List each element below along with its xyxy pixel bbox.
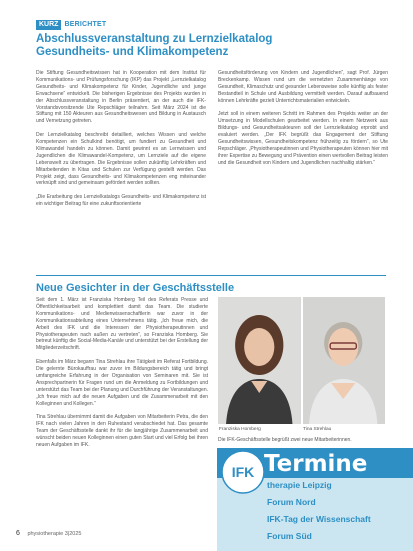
article1-title (36, 33, 376, 59)
publication-name: physiotherapie 3|2025 (27, 531, 82, 537)
article1-paragraph: Jetzt soll in einem weiteren Schritt im Rahmen des Projekts weiter an der Umsetzung in Modellschulen gearbeitet werden. In einem Netzwerk aus Bildungs- und Gesundheitsakteuren soll der Lernzielkatalog erprobt und evaluiert werden. „Der IFK begrüßt das Engagement der Stiftung Gesundheitswissen, Gesundheitskompetenz frühzeitig zu fördern“, so Ute Repschläger. „Physiotherapeutinnen und Physiotherapeuten können hier mit ihrer Expertise zu Bewegung und Prävention einen wertvollen Beitrag leisten und die Gesundheit von Kindern und Jugendlichen nachhaltig stärken.“ (218, 111, 388, 166)
article1-title-line2: Gesundheits- und Klimakompetenz (36, 46, 229, 58)
article1-paragraph: Die Stiftung Gesundheitswissen hat in Kooperation mit dem Institut für Kommunikations- und Prüfungsforschung (IKP) das Projekt „Lernzielkatalog Gesundheits- und Klimakompetenz für Kinder, Jugendliche und junge Erwachsene“ entwickelt. Die bisherigen Ergebnisse des Projekts wurden in der Abschlussveranstaltung in Berlin präsentiert, an der auch die IFK-Vorstandsvorsitzende Ute Repschläger teilnahm. Seit März 2024 ist die Stiftung mit 150 Akteuren aus Gesundheitswesen und Bildung in Austausch und Vernetzung getreten. (36, 70, 206, 125)
article2-column (36, 297, 208, 525)
section-label (36, 19, 106, 30)
article1-paragraph: „Die Erarbeitung des Lernzielkatalogs Gesundheits- und Klimakompetenz ist ein wichtiger Beitrag für eine zukunftsorientierte (36, 194, 206, 208)
photo-caption-left: Franziska Homberg (219, 427, 261, 432)
section-divider (36, 275, 386, 276)
article2-title: Neue Gesichter in der Geschäftsstelle (36, 282, 235, 294)
ad-line: Forum Nord (267, 497, 316, 507)
article1-column-left (36, 70, 206, 268)
staff-photo-right (303, 297, 386, 424)
article1-paragraph: Gesundheitsförderung von Kindern und Jugendlichen“, sagt Prof. Jürgen Breckenkamp. Wissen rund um die vernetzten Zusammenhänge von Gesundheit, Klimaschutz und gesunder Lebensweise solle künftig als fester Bestandteil in Schule und Ausbildung vermittelt werden. Darauf aufbauend können Lehrkräfte gezielt Unterrichtsmaterialien entwickeln. (218, 70, 388, 104)
staff-photo-left (218, 297, 301, 424)
ad-line: Forum Süd (267, 531, 312, 541)
article1-paragraph: Der Lernzielkatalog beschreibt detailliert, welches Wissen und welche Kompetenzen ein Schulkind benötigt, um fundiert zu Gesundheit und Klimawandel handeln zu können. Damit gewinnt es an Lernwissen und Jugendlichen die Klimawandel-Kompetenz, um Lernziele auf die eigene Lebenswelt zu übertragen. Die Ergebnisse sollen zukünftig Lehrkräften und Mitarbeitenden in Kitas und Schulen zur Verfügung gestellt werden. Das Projekt zeigt, dass Gesundheits- und Klimakompetenzen eng miteinander verknüpft sind und gemeinsam gefördert werden sollten. (36, 132, 206, 187)
photo-caption: Die IFK-Geschäftsstelle begrüßt zwei neue Mitarbeiterinnen. (218, 437, 352, 443)
article1-title-line1: Abschlussveranstaltung zu Lernzielkatalog (36, 33, 273, 45)
ad-line: IFK-Tag der Wissenschaft (267, 514, 371, 524)
ad-logo-text: IFK (231, 464, 255, 480)
ifk-logo-icon (221, 450, 265, 494)
section-label-text: BERICHTET (64, 21, 107, 28)
person-photo-icon (303, 297, 386, 424)
article1-column-right (218, 70, 388, 268)
article2-paragraph: Ebenfalls im März begann Tina Strehlau ihre Tätigkeit im Referat Fortbildung. Die gelernte Bürokauffrau war zuvor im Bildungsbereich tätig und bringt umfangreiche Erfahrung in der Organisation von Seminaren mit. Sie ist Ansprechpartnerin für Fragen rund um die Anmeldung zu Fortbildungen und unterstützt das Team bei der Planung und Durchführung der Veranstaltungen. „Ich freue mich auf die neuen Aufgaben und die Zusammenarbeit mit den Kolleginnen und Kollegen.“ (36, 359, 208, 407)
page-number: 6 (16, 530, 20, 537)
page-footer (16, 530, 81, 537)
section-label-box: KURZ (36, 20, 61, 30)
ad-line: therapie Leipzig (267, 480, 332, 490)
article2-paragraph: Seit dem 1. März ist Franziska Homberg Teil des Referats Presse und Öffentlichkeitsarbeit und komplettiert damit das Team. Die studierte Kommunikations- und Medienwissenschaftlerin war zuvor in der Kommunikationsabteilung eines Unternehmens tätig. „Ich freue mich, die Arbeit des IFK und die Interessen der Physiotherapeutinnen und Physiotherapeuten nach außen zu vertreten“, so Franziska Homberg. Sie betreut künftig die Social-Media-Kanäle und unterstützt bei der Erstellung der Mitgliederzeitschrift. (36, 297, 208, 352)
photo-caption-right: Tina Strehlau (303, 427, 332, 432)
termine-ad[interactable] (217, 448, 413, 551)
ad-title: Termine (264, 451, 368, 477)
article2-paragraph: Tina Strehlau übernimmt damit die Aufgaben von Mitarbeiterin Petra, die den IFK nach vielen Jahren in den Ruhestand verabschiedet hat. Das gesamte Team der Geschäftsstelle dankt ihr für die langjährige Zusammenarbeit und wünscht beiden neuen Kolleginnen einen guten Start und viel Erfolg bei ihren neuen Aufgaben im IFK. (36, 414, 208, 448)
person-photo-icon (218, 297, 301, 424)
staff-photos (218, 297, 385, 424)
